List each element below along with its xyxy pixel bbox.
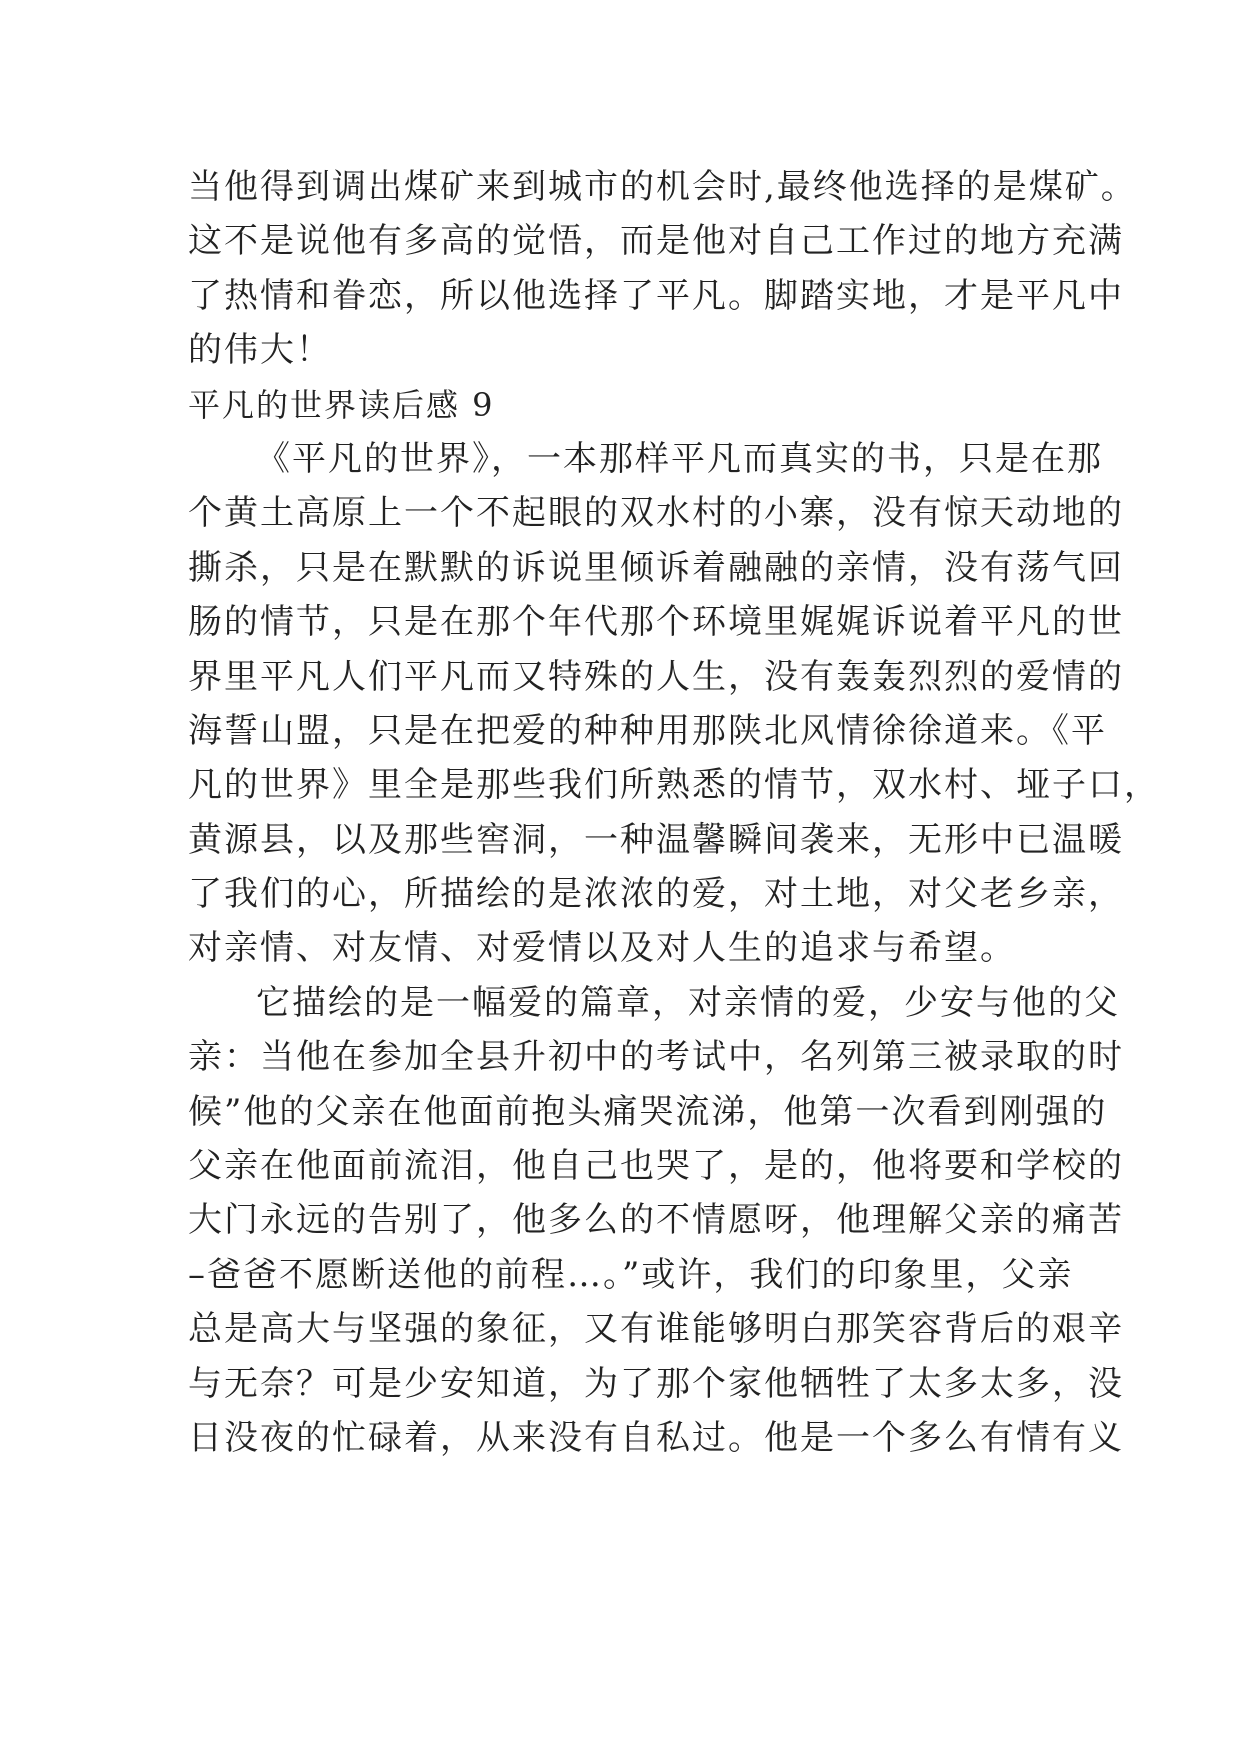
paragraph-1 xyxy=(188,432,1160,976)
text-line: 总是高大与坚强的象征，又有谁能够明白那笑容背后的艰辛 xyxy=(188,1309,1124,1350)
document-body xyxy=(188,160,1160,1465)
text-line: 候”他的父亲在他面前抱头痛哭流涕，他第一次看到刚强的 xyxy=(188,1091,1108,1132)
text-line: 了热情和眷恋，所以他选择了平凡。脚踏实地，才是平凡中 xyxy=(188,275,1124,316)
text-line: 它描绘的是一幅爱的篇章，对亲情的爱，少安与他的父 xyxy=(256,982,1120,1023)
text-line: 个黄土高原上一个不起眼的双水村的小寨，没有惊天动地的 xyxy=(188,493,1124,534)
section-title: 平凡的世界读后感 9 xyxy=(188,385,495,424)
text-line: 凡的世界》里全是那些我们所熟悉的情节，双水村、垭子口， xyxy=(188,765,1160,806)
text-line: 当他得到调出煤矿来到城市的机会时,最终他选择的是煤矿。 xyxy=(188,167,1137,207)
text-line: 肠的情节，只是在那个年代那个环境里娓娓诉说着平凡的世 xyxy=(188,602,1124,643)
text-line: 撕杀，只是在默默的诉说里倾诉着融融的亲情，没有荡气回 xyxy=(188,547,1124,588)
text-line: 海誓山盟，只是在把爱的种种用那陕北风情徐徐道来。《平 xyxy=(188,710,1107,751)
text-line: 黄源县，以及那些窖洞，一种温馨瞬间袭来，无形中已温暖 xyxy=(188,819,1124,860)
text-line: 大门永远的告别了，他多么的不情愿呀，他理解父亲的痛苦 xyxy=(188,1200,1124,1241)
text-line: 亲：当他在参加全县升初中的考试中，名列第三被录取的时 xyxy=(188,1037,1124,1078)
paragraph-2 xyxy=(188,976,1124,1466)
text-line: 了我们的心，所描绘的是浓浓的爱，对土地，对父老乡亲， xyxy=(188,874,1124,915)
text-line: –爸爸不愿断送他的前程…。”或许，我们的印象里，父亲 xyxy=(188,1254,1074,1295)
text-line: 界里平凡人们平凡而又特殊的人生，没有轰轰烈烈的爱情的 xyxy=(188,656,1124,697)
text-line: 这不是说他有多高的觉悟，而是他对自己工作过的地方充满 xyxy=(188,221,1124,262)
text-line: 《平凡的世界》，一本那样平凡而真实的书，只是在那 xyxy=(256,438,1103,479)
intro-paragraph xyxy=(188,160,1137,378)
text-line: 的伟大！ xyxy=(188,330,332,371)
text-line: 与无奈？可是少安知道，为了那个家他牺牲了太多太多，没 xyxy=(188,1363,1124,1404)
text-line: 父亲在他面前流泪，他自己也哭了，是的，他将要和学校的 xyxy=(188,1146,1124,1187)
text-line: 对亲情、对友情、对爱情以及对人生的追求与希望。 xyxy=(188,928,1016,969)
text-line: 日没夜的忙碌着，从来没有自私过。他是一个多么有情有义 xyxy=(188,1417,1124,1458)
